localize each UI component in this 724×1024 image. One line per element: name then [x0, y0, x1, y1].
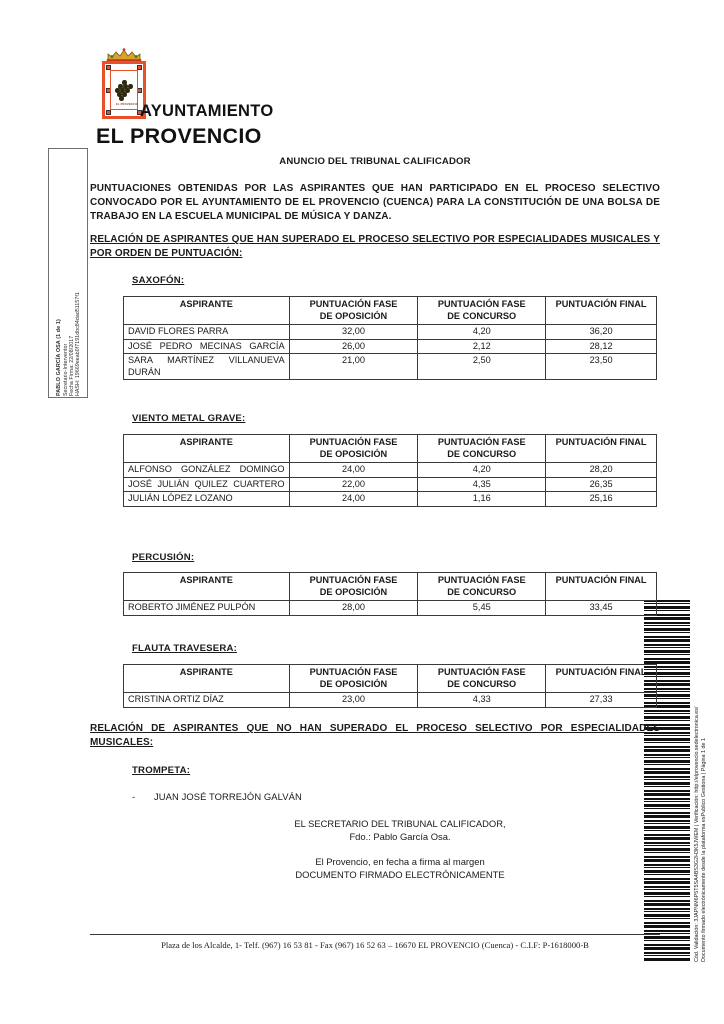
col-oposicion-l1: PUNTUACIÓN FASE: [309, 667, 398, 677]
section-heading-percusion: PERCUSIÓN:: [132, 552, 195, 563]
cell-final: 28,12: [546, 339, 657, 354]
signature-electronic-note: DOCUMENTO FIRMADO ELECTRÓNICAMENTE: [295, 869, 505, 880]
col-concurso-l1: PUNTUACIÓN FASE: [437, 575, 526, 585]
cell-final: 28,20: [546, 463, 657, 478]
section-heading-flauta-travesera: FLAUTA TRAVESERA:: [132, 643, 238, 654]
stamp-signer-role: Secretario-Interventor: [62, 343, 69, 396]
col-concurso-l1: PUNTUACIÓN FASE: [437, 299, 526, 309]
signature-place-date: El Provencio, en fecha a firma al margen: [315, 856, 485, 867]
cell-concurso: 1,16: [418, 492, 546, 507]
cell-final: 27,33: [546, 693, 657, 708]
col-aspirante: ASPIRANTE: [124, 573, 290, 601]
col-final: PUNTUACIÓN FINAL: [546, 665, 657, 693]
col-oposicion-l2: DE OPOSICIÓN: [319, 678, 388, 689]
cell-aspirante: JOSÉ JULIÁN QUILEZ CUARTERO: [124, 477, 290, 492]
cell-aspirante: ROBERTO JIMÉNEZ PULPÓN: [124, 601, 290, 616]
verification-platform-line: Documento firmado electrónicamente desde la plataforma esPublico Gestiona | Página 1 de 1: [701, 737, 707, 962]
passed-heading: RELACIÓN DE ASPIRANTES QUE HAN SUPERADO EL PROCESO SELECTIVO POR ESPECIALIDADES MUSICALES Y POR ORDEN DE PUNTUACIÓN:: [90, 234, 660, 259]
table-saxofon: [123, 296, 657, 380]
cell-aspirante: DAVID FLORES PARRA: [124, 325, 290, 340]
stamp-signer-name: PABLO GARCÍA OSA (1 de 1): [56, 319, 63, 396]
table-row: [124, 339, 657, 354]
cell-aspirante: CRISTINA ORTIZ DÍAZ: [124, 693, 290, 708]
col-oposicion: [289, 297, 418, 325]
cell-final: 26,35: [546, 477, 657, 492]
signature-date-block: [150, 855, 650, 881]
cell-concurso: 4,33: [418, 693, 546, 708]
section-heading-viento-metal-grave: VIENTO METAL GRAVE:: [132, 413, 246, 424]
col-concurso-l2: DE CONCURSO: [447, 586, 517, 597]
cell-final: 23,50: [546, 354, 657, 380]
cell-aspirante: JOSÉ PEDRO MECINAS GARCÍA: [124, 339, 290, 354]
table-row: [124, 693, 657, 708]
table-row: [124, 477, 657, 492]
organization-name-line1: AYUNTAMIENTO: [140, 102, 274, 120]
table-percusion: [123, 572, 657, 616]
table-flauta-travesera: [123, 664, 657, 708]
table-row: [124, 492, 657, 507]
cell-concurso: 4,20: [418, 325, 546, 340]
crest-motto: EL PROVENCIO: [116, 103, 138, 106]
col-concurso: [418, 573, 546, 601]
col-concurso-l2: DE CONCURSO: [447, 310, 517, 321]
electronic-signature-stamp: [48, 148, 88, 398]
stamp-hash: HASH: 19669eeab0f7191dbc84dad51157f1: [75, 292, 82, 396]
table-row: [124, 325, 657, 340]
organization-name-line2: EL PROVENCIO: [96, 124, 262, 148]
col-final: PUNTUACIÓN FINAL: [546, 435, 657, 463]
cell-oposicion: 24,00: [289, 463, 418, 478]
col-concurso: [418, 435, 546, 463]
table-row: [124, 354, 657, 380]
cell-oposicion: 24,00: [289, 492, 418, 507]
table-header-row: [124, 435, 657, 463]
cell-concurso: 4,20: [418, 463, 546, 478]
col-oposicion-l2: DE OPOSICIÓN: [319, 448, 388, 459]
intro-paragraph: PUNTUACIONES OBTENIDAS POR LAS ASPIRANTES QUE HAN PARTICIPADO EN EL PROCESO SELECTIVO CONVOCADO POR EL AYUNTAMIENTO DE EL PROVENCIO (CUENCA) PARA LA CONSTITUCIÓN DE UNA BOLSA DE TRABAJO EN LA ESCUELA MUNICIPAL DE MÚSICA Y DANZA.: [90, 183, 660, 222]
cell-concurso: 4,35: [418, 477, 546, 492]
table-row: [124, 463, 657, 478]
cell-oposicion: 21,00: [289, 354, 418, 380]
table-header-row: [124, 573, 657, 601]
footer-divider: [90, 934, 660, 935]
cell-concurso: 5,45: [418, 601, 546, 616]
col-aspirante: ASPIRANTE: [124, 297, 290, 325]
cell-oposicion: 22,00: [289, 477, 418, 492]
cell-oposicion: 23,00: [289, 693, 418, 708]
cell-oposicion: 26,00: [289, 339, 418, 354]
col-aspirante: ASPIRANTE: [124, 665, 290, 693]
col-oposicion: [289, 573, 418, 601]
cell-aspirante: JULIÁN LÓPEZ LOZANO: [124, 492, 290, 507]
cell-concurso: 2,50: [418, 354, 546, 380]
col-oposicion-l1: PUNTUACIÓN FASE: [309, 575, 398, 585]
col-concurso-l1: PUNTUACIÓN FASE: [437, 437, 526, 447]
section-heading-trompeta: TROMPETA:: [132, 765, 191, 776]
cell-concurso: 2,12: [418, 339, 546, 354]
signature-block: [150, 817, 650, 843]
col-oposicion-l2: DE OPOSICIÓN: [319, 586, 388, 597]
cell-aspirante: ALFONSO GONZÁLEZ DOMINGO: [124, 463, 290, 478]
stamp-sign-date: Fecha Firma: 22/08/2017: [69, 335, 75, 396]
footer-address: Plaza de los Alcalde, 1- Telf. (967) 16 53 81 - Fax (967) 16 52 63 – 16670 EL PROVENCIO (Cuenca) - C.I.F: P-1618000-B: [161, 940, 589, 950]
cell-final: 33,45: [546, 601, 657, 616]
signature-name: Fdo.: Pablo García Osa.: [349, 831, 451, 842]
cell-oposicion: 32,00: [289, 325, 418, 340]
col-concurso-l2: DE CONCURSO: [447, 678, 517, 689]
col-oposicion-l2: DE OPOSICIÓN: [319, 310, 388, 321]
list-item: [132, 791, 532, 802]
list-item-label: JUAN JOSÉ TORREJÓN GALVÁN: [154, 791, 302, 802]
failed-heading: RELACIÓN DE ASPIRANTES QUE NO HAN SUPERADO EL PROCESO SELECTIVO POR ESPECIALIDADES MUSICALES:: [90, 723, 660, 748]
grapes-icon: [113, 80, 135, 100]
page-title: ANUNCIO DEL TRIBUNAL CALIFICADOR: [279, 156, 471, 167]
cell-aspirante: SARA MARTÍNEZ VILLANUEVA DURÁN: [124, 354, 290, 380]
col-concurso: [418, 297, 546, 325]
col-final: PUNTUACIÓN FINAL: [546, 297, 657, 325]
cell-final: 36,20: [546, 325, 657, 340]
verification-strip: [644, 600, 716, 962]
col-oposicion: [289, 665, 418, 693]
col-concurso-l1: PUNTUACIÓN FASE: [437, 667, 526, 677]
bullet-dash: -: [132, 791, 136, 802]
table-viento-metal-grave: [123, 434, 657, 507]
col-oposicion-l1: PUNTUACIÓN FASE: [309, 299, 398, 309]
col-final: PUNTUACIÓN FINAL: [546, 573, 657, 601]
col-oposicion-l1: PUNTUACIÓN FASE: [309, 437, 398, 447]
table-header-row: [124, 665, 657, 693]
col-aspirante: ASPIRANTE: [124, 435, 290, 463]
table-row: [124, 601, 657, 616]
col-concurso-l2: DE CONCURSO: [447, 448, 517, 459]
signature-role: EL SECRETARIO DEL TRIBUNAL CALIFICADOR,: [294, 818, 506, 829]
cell-final: 25,16: [546, 492, 657, 507]
verification-code-line: Cód. Validación: 3JAPNM6P5T5SA4BS3G2H3K5JWEM | Verificación: http://elprovencio.sedelectronica.es/: [694, 706, 701, 962]
section-heading-saxofon: SAXOFÓN:: [132, 275, 185, 286]
cell-oposicion: 28,00: [289, 601, 418, 616]
barcode-icon: [644, 600, 690, 962]
table-header-row: [124, 297, 657, 325]
col-oposicion: [289, 435, 418, 463]
col-concurso: [418, 665, 546, 693]
